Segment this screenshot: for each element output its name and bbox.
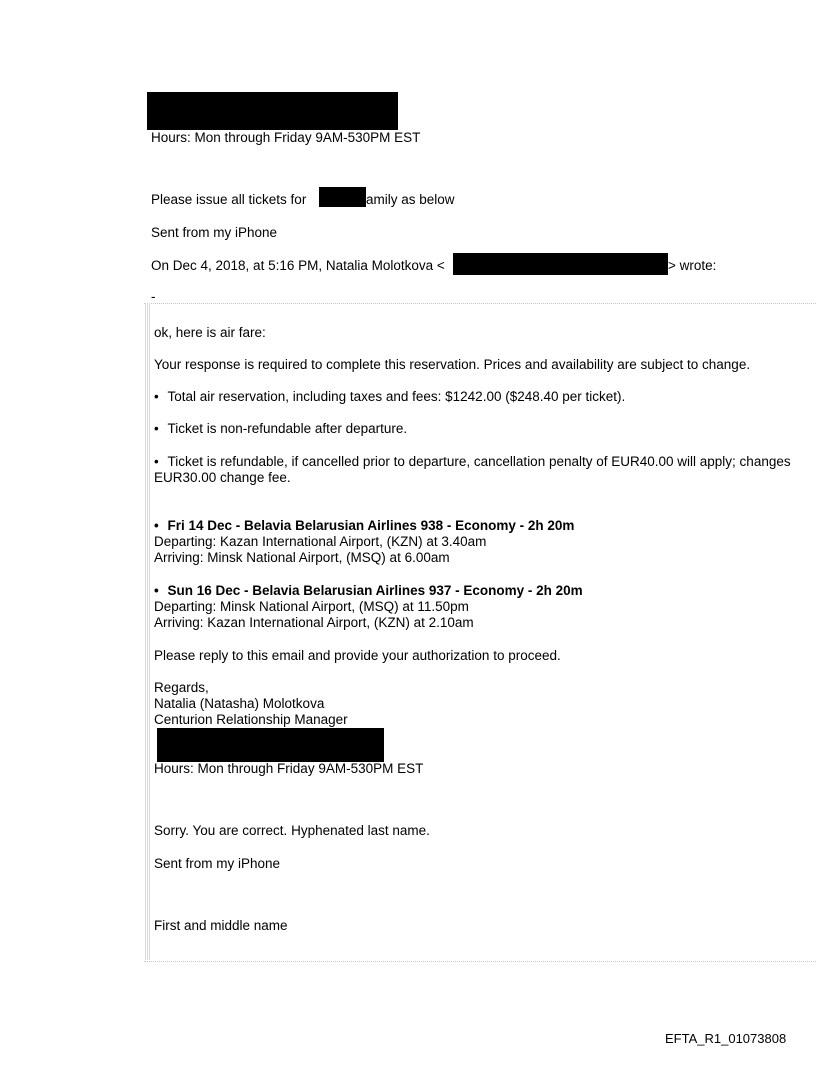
list-item — [154, 421, 407, 437]
redaction-block — [147, 92, 398, 130]
flight-title-text: Sun 16 Dec - Belavia Belarusian Airlines 937 - Economy - 2h 20m — [167, 583, 583, 598]
bullet-text: Ticket is non-refundable after departure. — [167, 421, 408, 436]
flight-departing: Departing: Kazan International Airport, (KZN) at 3.40am — [154, 534, 487, 549]
flight-title — [154, 583, 583, 599]
reservation-notice: Your response is required to complete this reservation. Prices and availability are subject to change. — [154, 357, 751, 372]
header-hours: Hours: Mon through Friday 9AM-530PM EST — [151, 130, 421, 145]
signature-name: Natalia (Natasha) Molotkova — [154, 696, 325, 711]
flight-arriving: Arriving: Kazan International Airport, (KZN) at 2.10am — [154, 615, 474, 630]
signature-title: Centurion Relationship Manager — [154, 712, 348, 727]
bullet-glyph: • — [154, 454, 159, 469]
signature-hours: Hours: Mon through Friday 9AM-530PM EST — [154, 761, 424, 776]
flight-arriving: Arriving: Minsk National Airport, (MSQ) at 6.00am — [154, 550, 450, 565]
list-item — [154, 454, 791, 470]
air-fare-intro: ok, here is air fare: — [154, 325, 266, 340]
redaction-block — [319, 187, 366, 207]
sent-from-iphone: Sent from my iPhone — [154, 856, 281, 871]
bullet-glyph: • — [154, 518, 159, 533]
quote-attribution: On Dec 4, 2018, at 5:16 PM, Natalia Molotkova < — [151, 258, 445, 273]
bullet-glyph: • — [154, 583, 159, 598]
flight-title — [154, 518, 574, 534]
issue-tickets-text: Please issue all tickets for — [151, 192, 307, 207]
sorry-message: Sorry. You are correct. Hyphenated last name. — [154, 823, 430, 838]
bullet-glyph: • — [154, 389, 159, 404]
quote-attribution-wrote: > wrote: — [668, 258, 717, 273]
issue-tickets-line — [151, 192, 306, 208]
separator-dash: - — [151, 289, 156, 304]
sent-from-iphone: Sent from my iPhone — [151, 225, 278, 240]
quote-bar — [145, 303, 151, 960]
list-item — [154, 389, 625, 405]
bullet-glyph: • — [154, 421, 159, 436]
redaction-block — [453, 253, 668, 275]
flight-departing: Departing: Minsk National Airport, (MSQ) at 11.50pm — [154, 599, 469, 614]
bullet-text: Ticket is refundable, if cancelled prior to departure, cancellation penalty of EUR40.00 will apply; changes — [167, 454, 791, 469]
redaction-block — [157, 728, 384, 762]
signature-regards: Regards, — [154, 680, 209, 695]
first-middle-name: First and middle name — [154, 918, 288, 933]
issue-tickets-fragment: amily as below — [366, 192, 455, 207]
flight-title-text: Fri 14 Dec - Belavia Belarusian Airlines 938 - Economy - 2h 20m — [167, 518, 575, 533]
bullet-text: Total air reservation, including taxes and fees: $1242.00 ($248.40 per ticket). — [167, 389, 626, 404]
document-id: EFTA_R1_01073808 — [665, 1031, 787, 1046]
bullet-continuation: EUR30.00 change fee. — [154, 470, 291, 485]
reply-request: Please reply to this email and provide your authorization to proceed. — [154, 648, 561, 663]
